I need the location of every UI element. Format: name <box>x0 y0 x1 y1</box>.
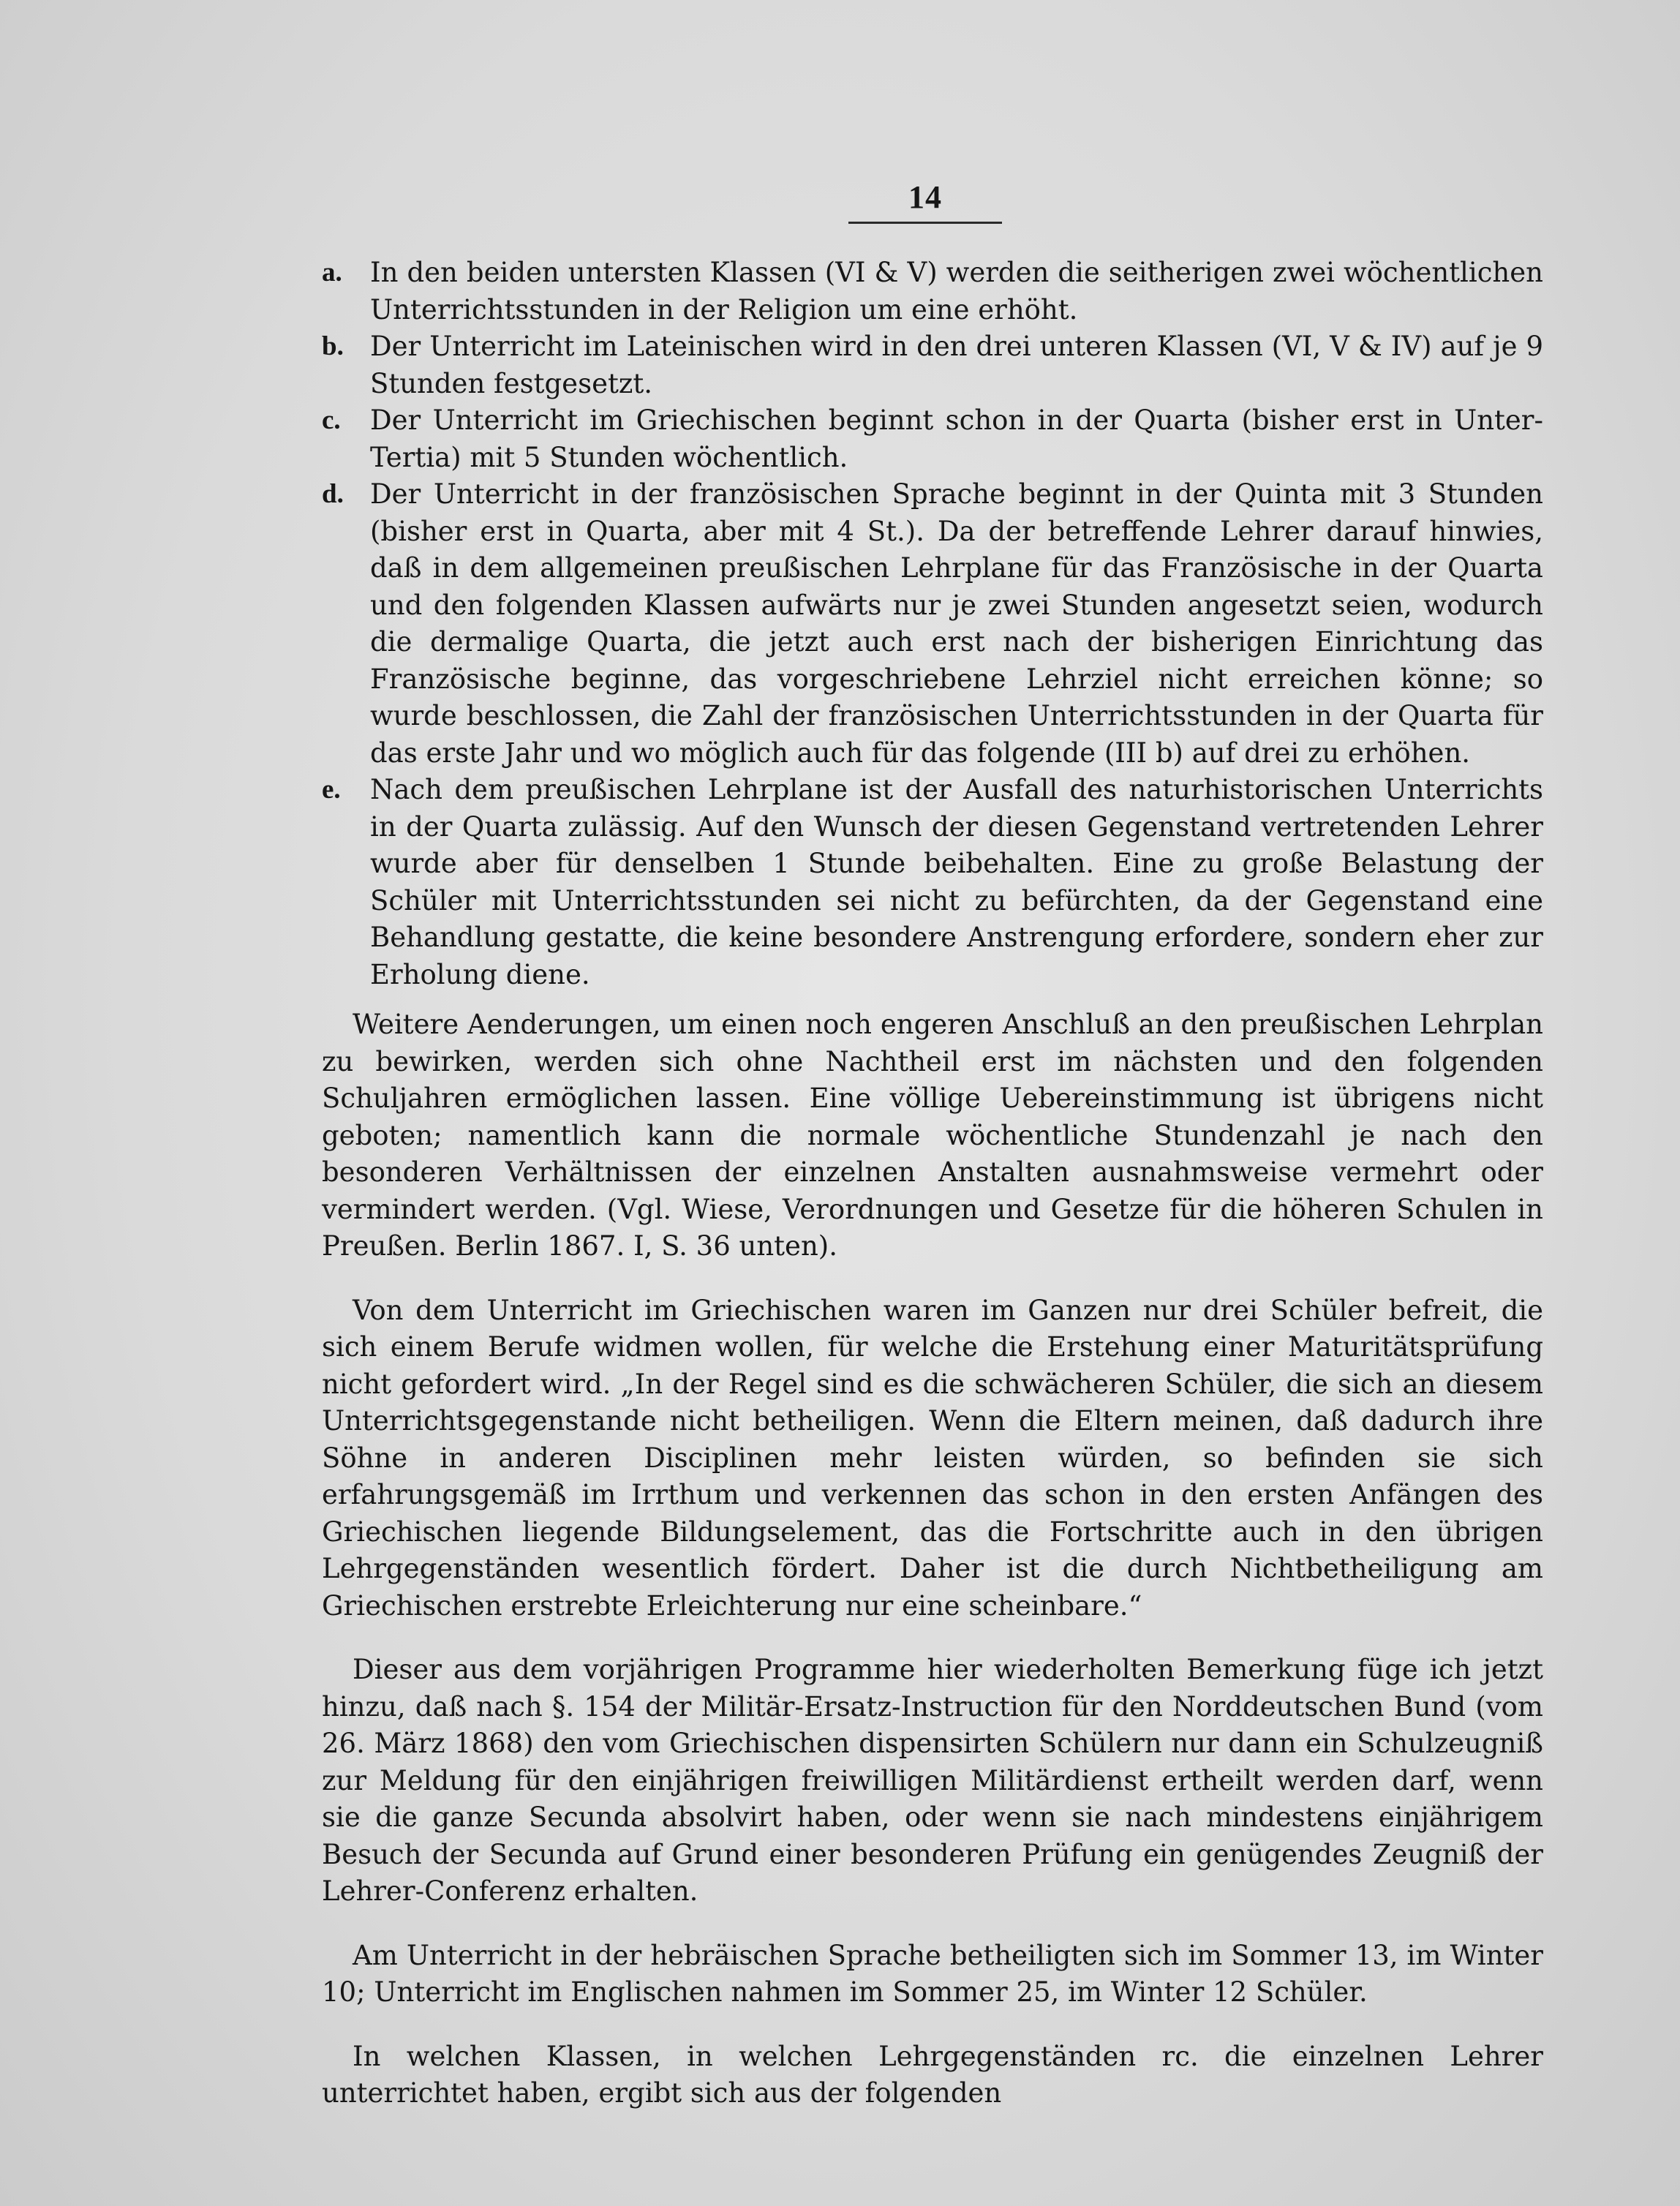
header-rule <box>848 222 1002 224</box>
item-label: b. <box>322 331 344 361</box>
item-label: d. <box>322 479 344 509</box>
item-label: c. <box>322 405 341 435</box>
item-text: In den beiden untersten Klassen (VI & V) werden die seitherigen zwei wöchentlichen Unterrichtsstunden in der Religion um eine erhöht. <box>370 257 1543 325</box>
paragraph-hebrew-english: Am Unterricht in der hebräischen Sprache betheiligten sich im Sommer 13, im Winter 10; Unterricht im Englischen nahmen im Sommer 25, im Winter 12 Schüler. <box>322 1939 1543 2008</box>
page-body <box>322 255 1543 2139</box>
list-item-c <box>322 402 1543 476</box>
paragraph-military-certificate: Dieser aus dem vorjährigen Programme hier wiederholten Bemerkung füge ich jetzt hinzu, daß nach §. 154 der Militär-Ersatz-Instruction für den Norddeutschen Bund (vom 26. März 1868) den vom Griechischen dispensirten Schülern nur dann ein Schulzeugniß zur Meldung für den einjährigen freiwilligen Militärdienst ertheilt werden darf, wenn sie die ganze Secunda absolvirt haben, oder wenn sie nach mindestens einjährigem Besuch der Secunda auf Grund einer besonderen Prüfung ein genügendes Zeugniß der Lehrer-Conferenz erhalten. <box>322 1654 1543 1907</box>
item-text: Nach dem preußischen Lehrplane ist der Ausfall des naturhistorischen Unterrichts in der Quarta zulässig. Auf den Wunsch der diesen Gegenstand vertretenden Lehrer wurde aber für denselben 1 Stunde beibehalten. Eine zu große Belastung der Schüler mit Unterrichtsstunden sei nicht zu befürchten, da der Gegenstand eine Behandlung gestatte, die keine besondere Anstrengung erfordere, sondern eher zur Erholung diene. <box>370 774 1543 990</box>
paragraph-curriculum-changes: Weitere Aenderungen, um einen noch engeren Anschluß an den preußischen Lehrplan zu bewirken, werden sich ohne Nachtheil erst im nächsten und den folgenden Schuljahren ermöglichen lassen. Eine völlige Uebereinstimmung ist übrigens nicht geboten; namentlich kann die normale wöchentliche Stundenzahl je nach den besonderen Verhältnissen der einzelnen Anstalten ausnahmsweise vermehrt oder vermindert werden. (Vgl. Wiese, Verordnungen und Gesetze für die höheren Schulen in Preußen. Berlin 1867. I, S. 36 unten). <box>322 1009 1543 1262</box>
list-item-b <box>322 328 1543 402</box>
item-label: e. <box>322 775 341 805</box>
item-text: Der Unterricht in der französischen Sprache beginnt in der Quinta mit 3 Stunden (bisher erst in Quarta, aber mit 4 St.). Da der betreffende Lehrer darauf hinwies, daß in dem allgemeinen preußischen Lehrplane für das Französische in der Quarta und den folgenden Klassen aufwärts nur je zwei Stunden angesetzt seien, wodurch die dermalige Quarta, die jetzt auch erst nach der bisherigen Einrichtung das Französische beginne, das vorgeschriebene Lehrziel nicht erreichen könne; so wurde beschlossen, die Zahl der französischen Unterrichtsstunden in der Quarta für das erste Jahr und wo möglich auch für das folgende (III b) auf drei zu erhöhen. <box>370 478 1543 769</box>
list-item-d <box>322 476 1543 772</box>
item-text: Der Unterricht im Griechischen beginnt schon in der Quarta (bisher erst in Unter-Tertia) mit 5 Stunden wöchentlich. <box>370 404 1543 473</box>
item-label: a. <box>322 257 342 287</box>
paragraph-teacher-assignment: In welchen Klassen, in welchen Lehrgegenständen rc. die einzelnen Lehrer unterrichtet haben, ergibt sich aus der folgenden <box>322 2040 1543 2109</box>
item-text: Der Unterricht im Lateinischen wird in den drei unteren Klassen (VI, V & IV) auf je 9 Stunden festgesetzt. <box>370 331 1543 399</box>
list-item-a <box>322 255 1543 328</box>
list-item-e <box>322 772 1543 993</box>
paragraph-greek-exemption: Von dem Unterricht im Griechischen waren im Ganzen nur drei Schüler befreit, die sich einem Berufe widmen wollen, für welche die Erstehung einer Maturitätsprüfung nicht gefordert wird. „In der Regel sind es die schwächeren Schüler, die sich an diesem Unterrichtsgegenstande nicht betheiligen. Wenn die Eltern meinen, daß dadurch ihre Söhne in anderen Disciplinen mehr leisten würden, so befinden sie sich erfahrungsgemäß im Irrthum und verkennen das schon in den ersten Anfängen des Griechischen liegende Bildungselement, das die Fortschritte auch in den übrigen Lehrgegenständen wesentlich fördert. Daher ist die durch Nichtbetheiligung am Griechischen erstrebte Erleichterung nur eine scheinbare.“ <box>322 1294 1543 1622</box>
page-number: 14 <box>908 179 942 215</box>
